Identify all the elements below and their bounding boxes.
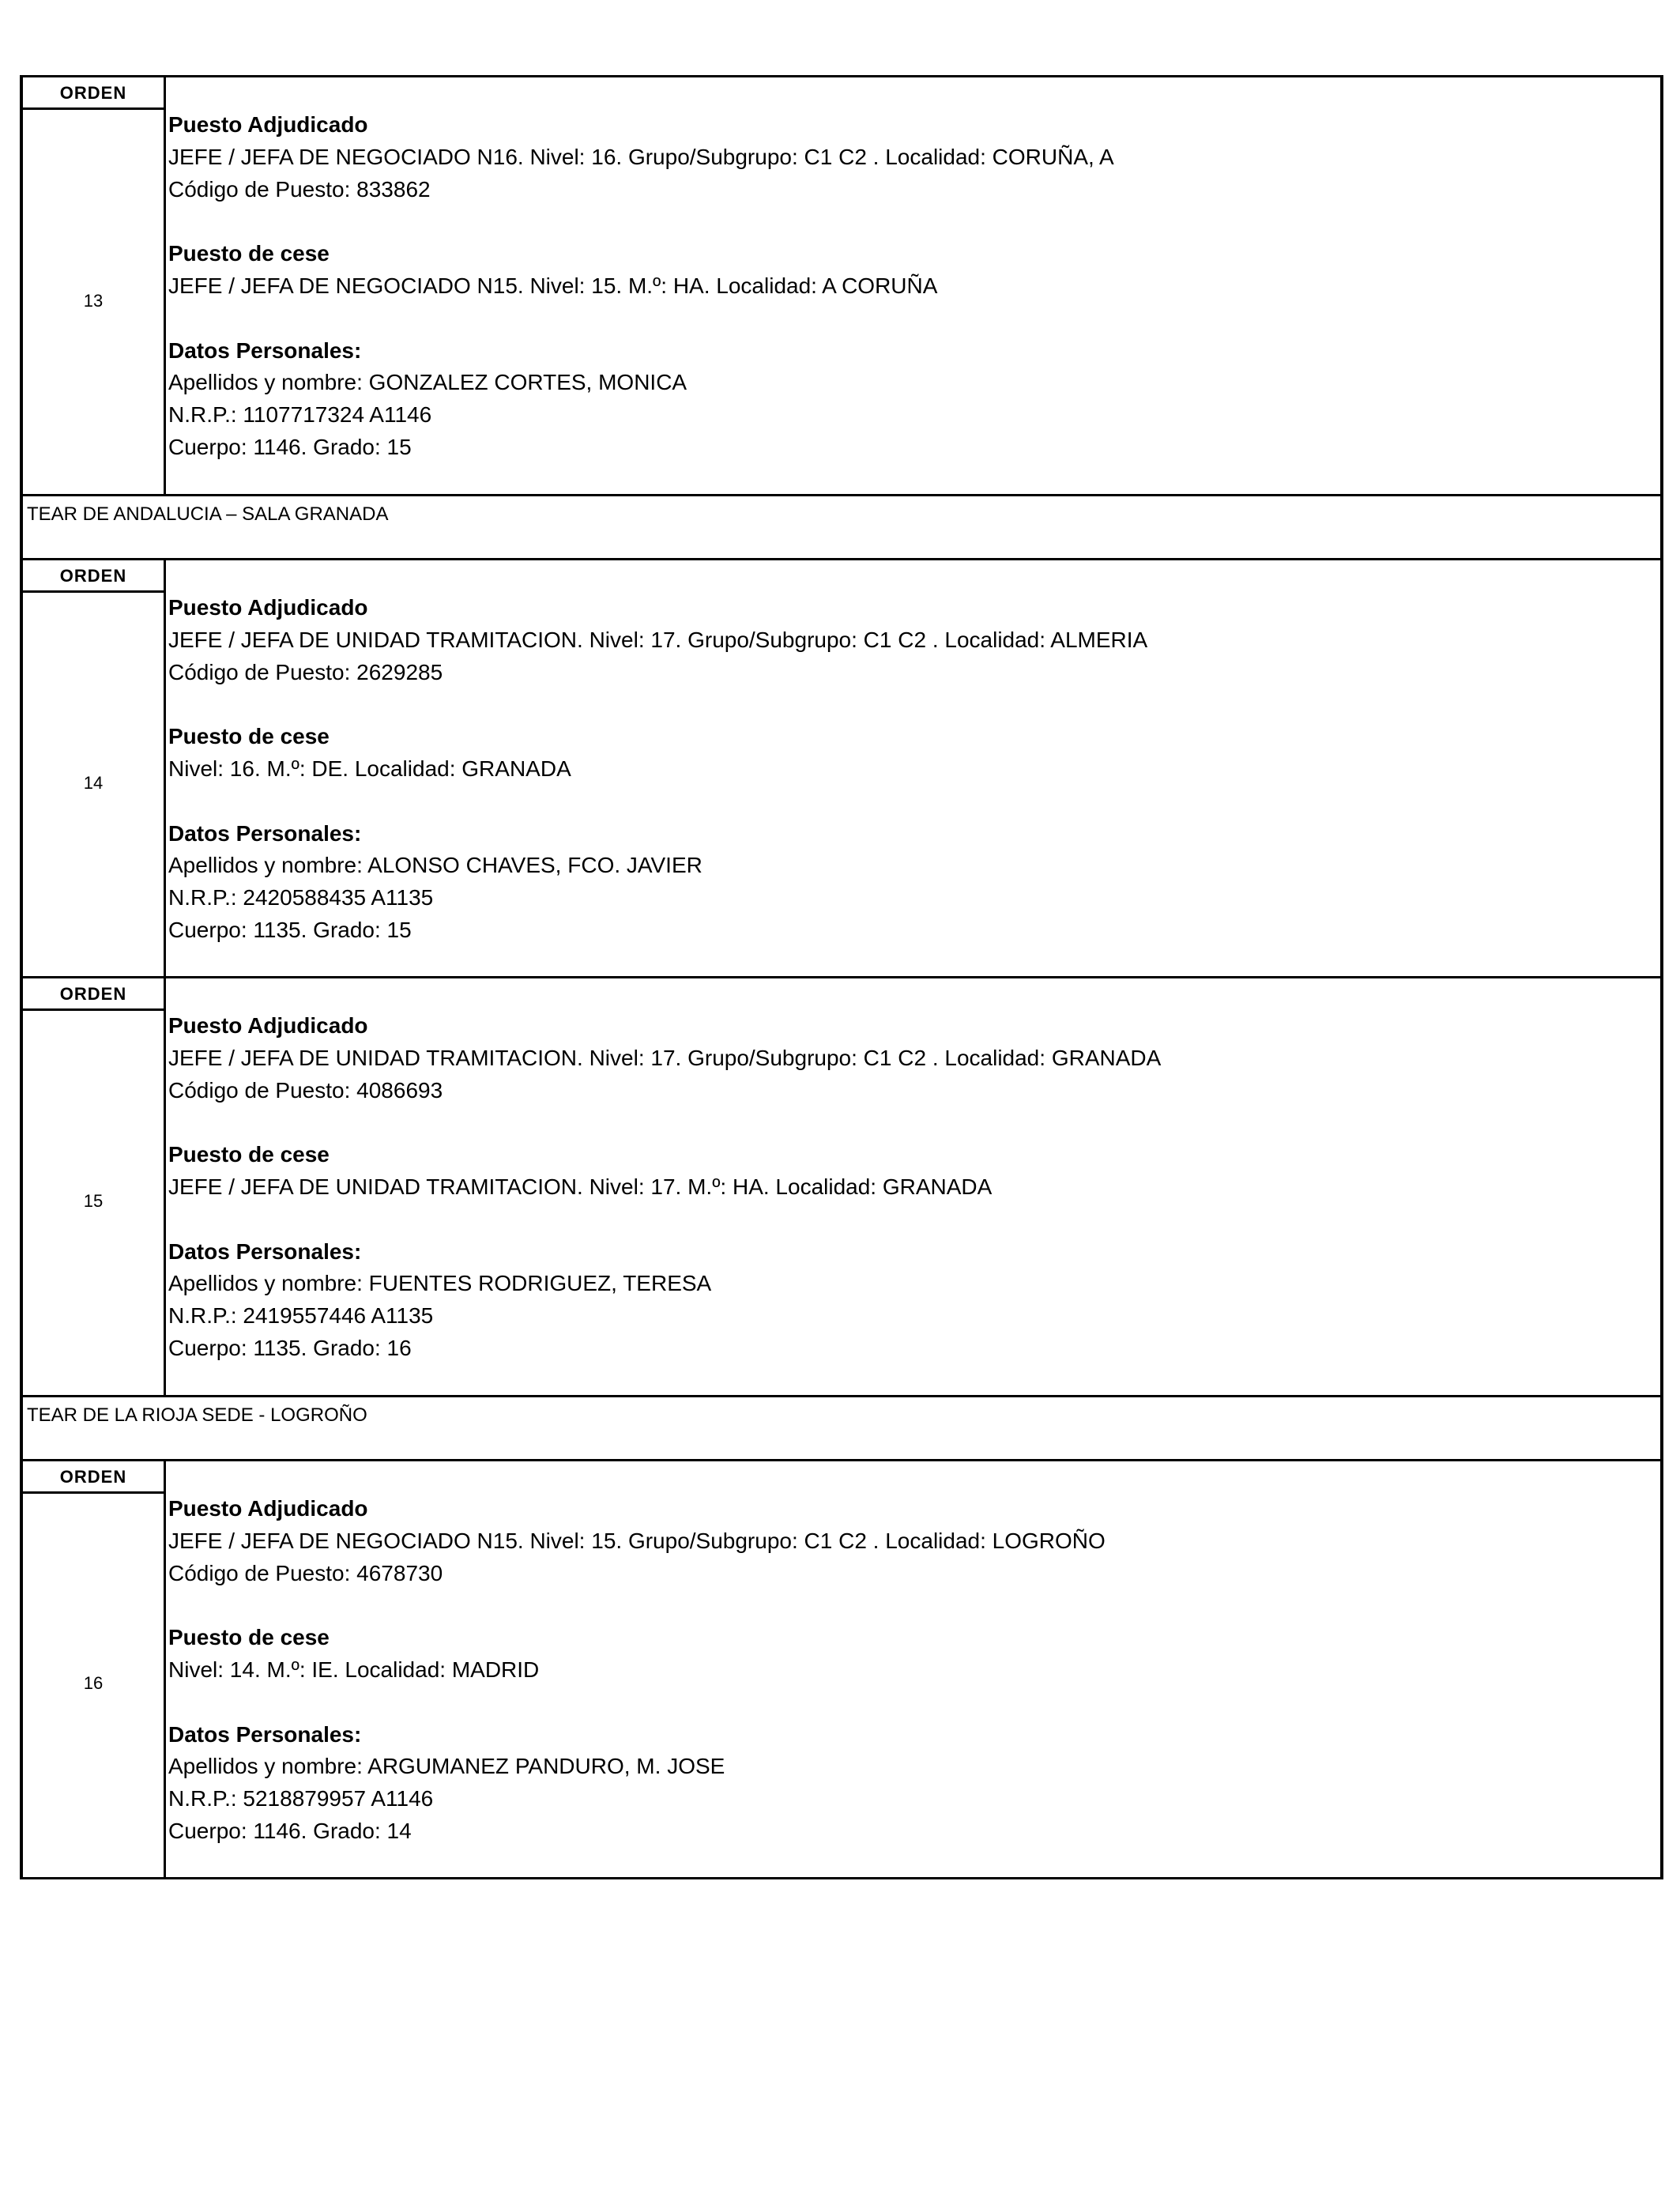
puesto-cese-text: JEFE / JEFA DE NEGOCIADO N15. Nivel: 15. M.º: HA. Localidad: A CORUÑA	[168, 273, 938, 298]
heading-datos-personales: Datos Personales:	[168, 337, 362, 363]
orden-header: ORDEN	[23, 77, 164, 110]
orden-number: 14	[83, 773, 104, 793]
cuerpo-grado: Cuerpo: 1146. Grado: 14	[168, 1818, 412, 1843]
section-label: TEAR DE ANDALUCIA – SALA GRANADA	[27, 503, 389, 525]
orden-column	[23, 978, 166, 1395]
table-row	[23, 1461, 1660, 1877]
orden-number: 13	[83, 291, 104, 311]
document-table	[20, 75, 1663, 1879]
heading-puesto-cese: Puesto de cese	[168, 724, 330, 749]
entry-content	[168, 109, 1660, 464]
codigo-puesto: Código de Puesto: 4086693	[168, 1077, 443, 1103]
orden-number: 15	[83, 1191, 104, 1211]
orden-header: ORDEN	[23, 1461, 164, 1494]
orden-number: 16	[83, 1673, 104, 1693]
orden-header: ORDEN	[23, 560, 164, 593]
orden-column	[23, 1461, 166, 1877]
entry-content	[168, 1493, 1660, 1848]
puesto-adjudicado-text: JEFE / JEFA DE UNIDAD TRAMITACION. Nivel: 17. Grupo/Subgrupo: C1 C2 . Localidad: ALMERIA	[168, 627, 1148, 652]
section-header	[23, 1397, 1660, 1461]
puesto-cese-text: JEFE / JEFA DE UNIDAD TRAMITACION. Nivel: 17. M.º: HA. Localidad: GRANADA	[168, 1174, 993, 1199]
heading-datos-personales: Datos Personales:	[168, 1721, 362, 1747]
heading-puesto-cese: Puesto de cese	[168, 1625, 330, 1650]
cuerpo-grado: Cuerpo: 1135. Grado: 16	[168, 1335, 412, 1360]
entry-content	[168, 1010, 1660, 1365]
entry-content	[168, 592, 1660, 947]
apellidos-nombre: Apellidos y nombre: ARGUMANEZ PANDURO, M. JOSE	[168, 1754, 725, 1779]
puesto-adjudicado-text: JEFE / JEFA DE NEGOCIADO N16. Nivel: 16. Grupo/Subgrupo: C1 C2 . Localidad: CORUÑA, A	[168, 144, 1114, 169]
heading-puesto-cese: Puesto de cese	[168, 1142, 330, 1167]
nrp: N.R.P.: 2420588435 A1135	[168, 885, 434, 910]
puesto-cese-text: Nivel: 14. M.º: IE. Localidad: MADRID	[168, 1657, 540, 1682]
heading-puesto-adjudicado: Puesto Adjudicado	[168, 1013, 368, 1038]
orden-column	[23, 560, 166, 976]
table-row	[23, 77, 1660, 496]
cuerpo-grado: Cuerpo: 1146. Grado: 15	[168, 434, 412, 459]
heading-puesto-adjudicado: Puesto Adjudicado	[168, 112, 368, 137]
section-label: TEAR DE LA RIOJA SEDE - LOGROÑO	[27, 1404, 367, 1426]
heading-puesto-adjudicado: Puesto Adjudicado	[168, 1496, 368, 1521]
heading-puesto-adjudicado: Puesto Adjudicado	[168, 595, 368, 620]
section-header	[23, 496, 1660, 560]
orden-column	[23, 77, 166, 494]
table-row	[23, 978, 1660, 1397]
orden-header: ORDEN	[23, 978, 164, 1011]
nrp: N.R.P.: 5218879957 A1146	[168, 1786, 434, 1811]
puesto-cese-text: Nivel: 16. M.º: DE. Localidad: GRANADA	[168, 756, 571, 781]
heading-datos-personales: Datos Personales:	[168, 820, 362, 846]
puesto-adjudicado-text: JEFE / JEFA DE NEGOCIADO N15. Nivel: 15. Grupo/Subgrupo: C1 C2 . Localidad: LOGROÑO	[168, 1528, 1106, 1553]
apellidos-nombre: Apellidos y nombre: ALONSO CHAVES, FCO. JAVIER	[168, 853, 703, 878]
apellidos-nombre: Apellidos y nombre: GONZALEZ CORTES, MONICA	[168, 370, 687, 395]
codigo-puesto: Código de Puesto: 4678730	[168, 1560, 443, 1585]
cuerpo-grado: Cuerpo: 1135. Grado: 15	[168, 917, 412, 942]
table-row	[23, 560, 1660, 978]
heading-puesto-cese: Puesto de cese	[168, 241, 330, 266]
codigo-puesto: Código de Puesto: 2629285	[168, 659, 443, 684]
codigo-puesto: Código de Puesto: 833862	[168, 176, 431, 202]
heading-datos-personales: Datos Personales:	[168, 1238, 362, 1264]
puesto-adjudicado-text: JEFE / JEFA DE UNIDAD TRAMITACION. Nivel: 17. Grupo/Subgrupo: C1 C2 . Localidad: GRANADA	[168, 1045, 1162, 1070]
nrp: N.R.P.: 1107717324 A1146	[168, 402, 432, 428]
apellidos-nombre: Apellidos y nombre: FUENTES RODRIGUEZ, TERESA	[168, 1271, 712, 1296]
nrp: N.R.P.: 2419557446 A1135	[168, 1303, 434, 1329]
